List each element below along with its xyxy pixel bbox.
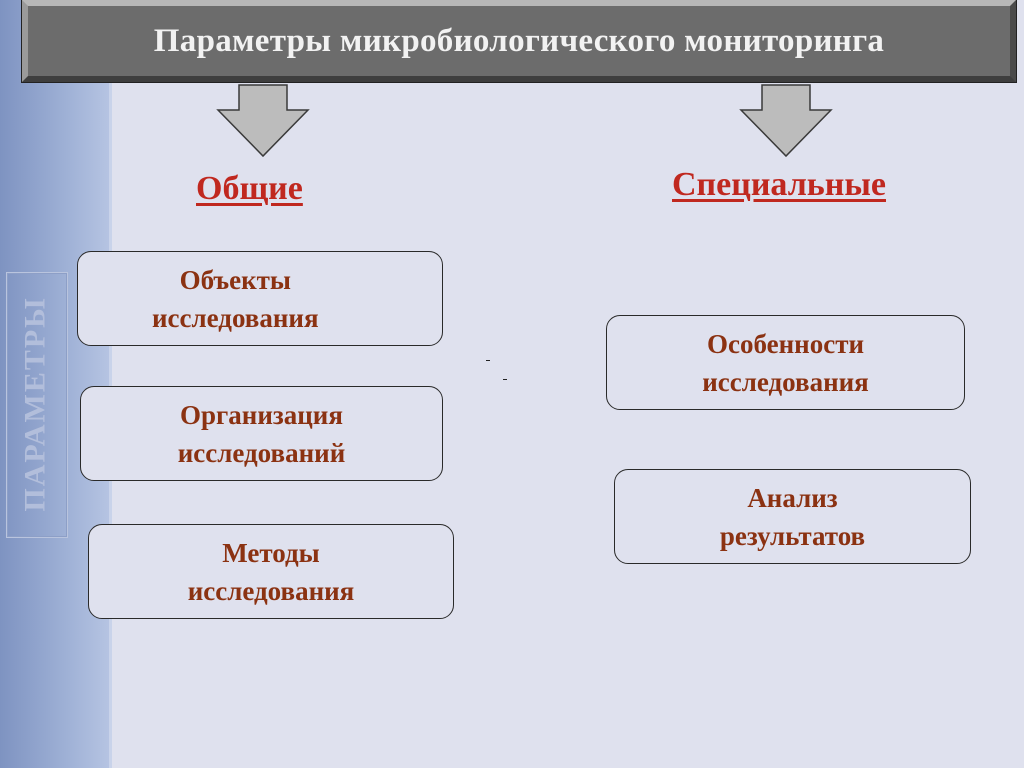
arrow-down-left-icon	[216, 84, 310, 158]
special-item-features	[606, 315, 965, 410]
general-heading: Общие	[196, 170, 303, 207]
stray-dot-mark	[503, 379, 507, 380]
special-heading: Специальные	[672, 166, 886, 203]
title-bar	[22, 0, 1016, 82]
general-item-methods-label: Методы исследования	[187, 537, 355, 606]
arrow-down-right-icon	[739, 84, 833, 158]
general-item-organization	[80, 386, 443, 481]
side-label	[6, 272, 66, 536]
page-title: Параметры микробиологического мониторинга	[153, 22, 885, 59]
stray-dot-mark	[486, 360, 490, 361]
special-item-features-label: Особенности исследования	[702, 328, 869, 397]
special-item-analysis	[614, 469, 971, 564]
side-label-text: ПАРАМЕТРЫ	[19, 296, 52, 512]
general-item-organization-label: Организация исследований	[177, 399, 346, 468]
general-item-objects-label: Объекты исследования	[152, 264, 319, 333]
general-item-objects	[77, 251, 443, 346]
general-item-methods	[88, 524, 454, 619]
special-item-analysis-label: Анализ результатов	[719, 482, 866, 551]
